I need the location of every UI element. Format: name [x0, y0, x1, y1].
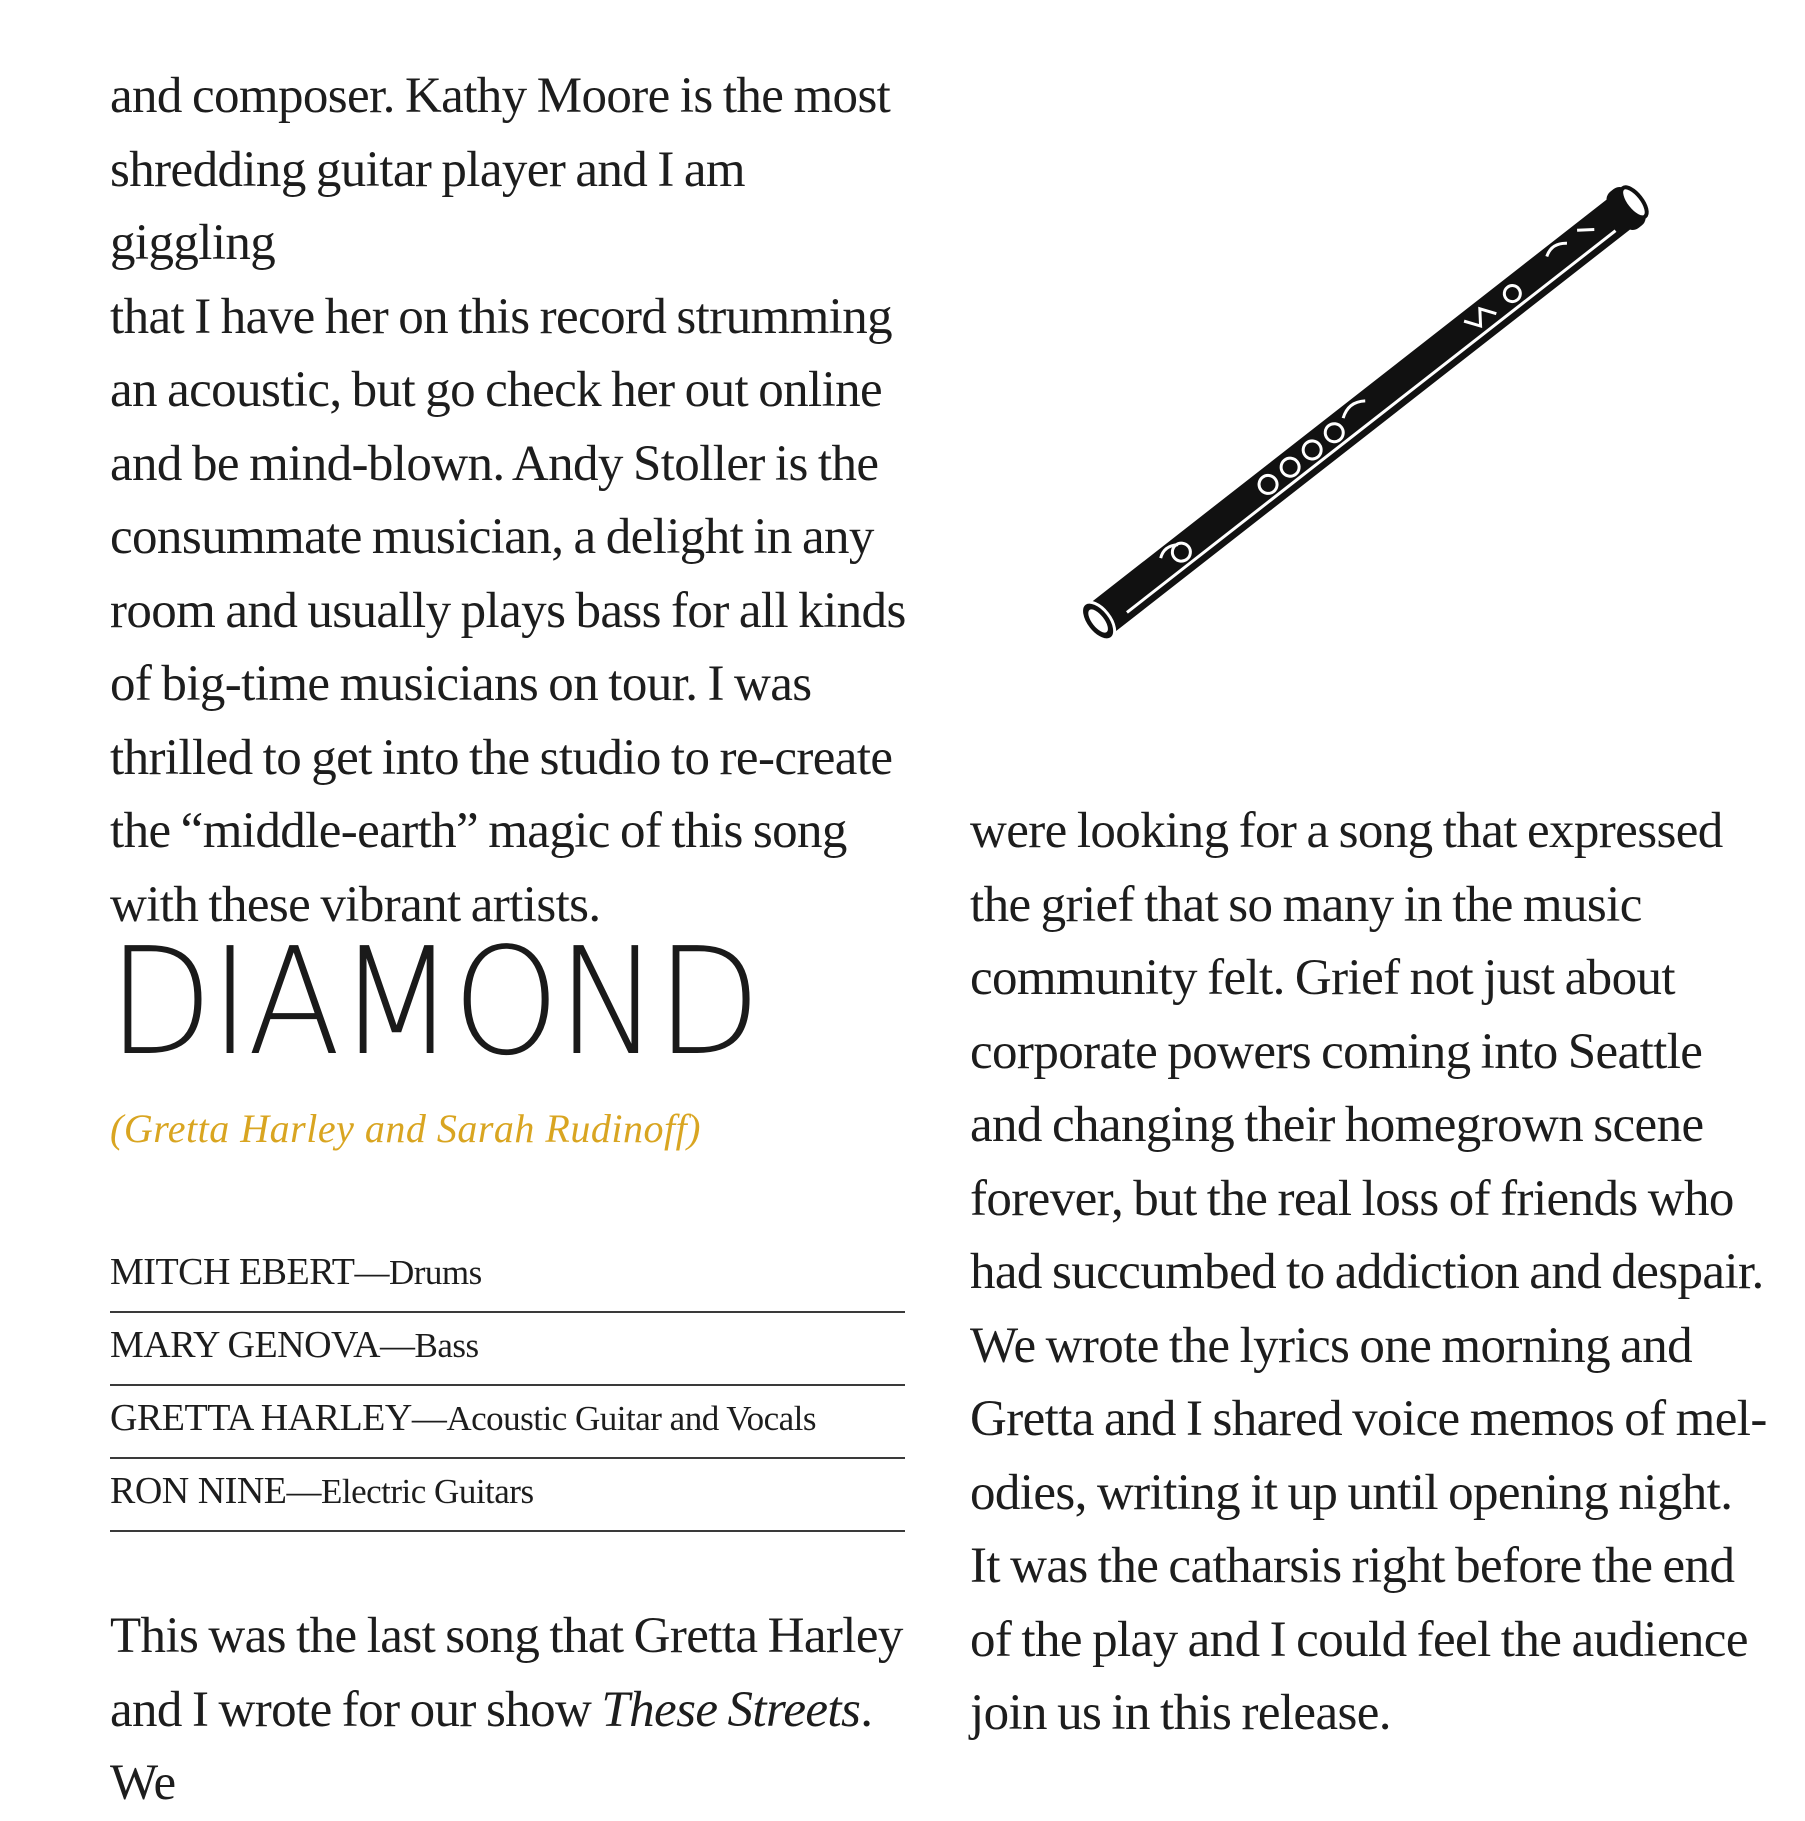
text-line: thrilled to get into the studio to re-create [110, 729, 893, 786]
text-line: corporate powers coming into Seattle [970, 1023, 1703, 1080]
personnel-item [110, 1459, 905, 1532]
song-intro [110, 1600, 910, 1821]
personnel-role: —Acoustic Guitar and Vocals [411, 1399, 816, 1438]
text-line: the grief that so many in the music [970, 876, 1642, 933]
text-line: were looking for a song that expressed [970, 803, 1723, 859]
text-line: consummate musician, a delight in any [110, 509, 874, 565]
text-line: of the play and I could feel the audience [970, 1611, 1748, 1668]
text-line: We wrote the lyrics one morning and [970, 1317, 1693, 1374]
right-paragraph [970, 795, 1770, 1751]
text-line: of big-time musicians on tour. I was [110, 656, 812, 712]
personnel-item [110, 1313, 905, 1386]
text-line: that I have her on this record strumming [110, 288, 893, 345]
show-title: These Streets [601, 1681, 861, 1738]
text-line: had succumbed to addiction and despair. [970, 1244, 1764, 1300]
text-line: room and usually plays bass for all kinds [110, 582, 906, 639]
left-paragraph [110, 60, 910, 942]
text-line: the “middle-earth” magic of this song [110, 803, 847, 859]
personnel-role: —Drums [354, 1253, 482, 1292]
text-line: shredding guitar player and I am giggling [110, 141, 745, 271]
text-line: with these vibrant artists. [110, 876, 601, 933]
personnel-name: MARY GENOVA [110, 1324, 381, 1366]
personnel-name: GRETTA HARLEY [110, 1397, 412, 1439]
personnel-item [110, 1240, 905, 1313]
text-line: join us in this release. [970, 1685, 1391, 1741]
text-line: community felt. Grief not just about [970, 950, 1675, 1006]
text-line: and be mind-blown. Andy Stoller is the [110, 435, 879, 492]
right-column [970, 795, 1770, 1751]
text-line: and changing their homegrown scene [970, 1097, 1704, 1153]
personnel-name: MITCH EBERT [110, 1251, 355, 1293]
personnel-role: —Electric Guitars [286, 1472, 534, 1511]
personnel-item [110, 1386, 905, 1459]
personnel-role: —Bass [380, 1326, 479, 1365]
text-line: forever, but the real loss of friends who [970, 1170, 1734, 1227]
text-line: odies, writing it up until opening night. [970, 1464, 1733, 1521]
text-line: an acoustic, but go check her out online [110, 362, 883, 418]
text-line: and composer. Kathy Moore is the most [110, 68, 891, 124]
text-line: It was the catharsis right before the end [970, 1538, 1735, 1594]
song-credit: (Gretta Harley and Sarah Rudinoff) [110, 1106, 702, 1151]
intro-paragraph [110, 1600, 910, 1821]
left-column [110, 60, 910, 942]
text-line: . We [110, 1681, 873, 1811]
song-title: DIAMOND [108, 916, 759, 1088]
personnel-list [110, 1240, 905, 1532]
text-line: and I wrote for our show [110, 1681, 602, 1738]
flute-icon [1050, 130, 1690, 710]
text-line: This was the last song that Gretta Harley [110, 1608, 903, 1664]
text-line: Gretta and I shared voice memos of mel- [970, 1391, 1767, 1447]
personnel-name: RON NINE [110, 1470, 287, 1512]
